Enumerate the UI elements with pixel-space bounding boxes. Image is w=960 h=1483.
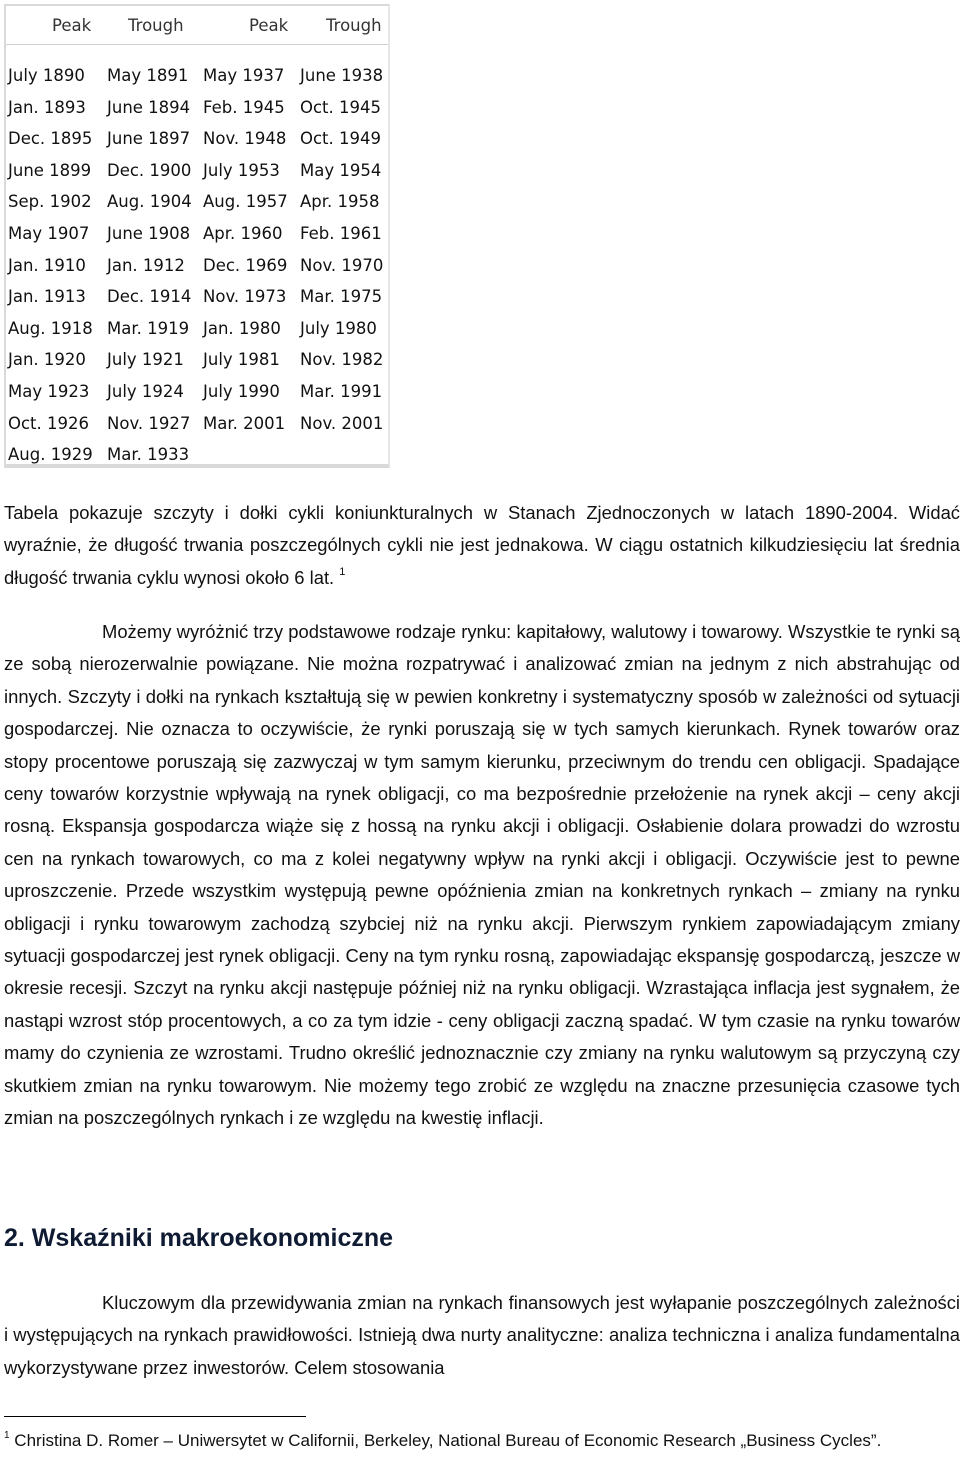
table-cell: Apr. 1958 (300, 192, 380, 212)
section-heading: 2. Wskaźniki makroekonomiczne (4, 1224, 394, 1252)
table-cell: Nov. 1970 (300, 255, 384, 275)
table-cell: Jan. 1913 (8, 287, 86, 307)
table-cell: June 1894 (107, 97, 191, 117)
table-cell: Mar. 1933 (107, 445, 190, 465)
table-row (6, 278, 388, 310)
table-cell: Oct. 1945 (300, 97, 382, 117)
table-cell: July 1921 (107, 350, 184, 370)
table-cell: Mar. 1991 (300, 381, 383, 401)
table-cell: Mar. 1919 (107, 318, 190, 338)
table-cell: July 1890 (8, 66, 85, 85)
table-cell: Jan. 1980 (203, 318, 281, 338)
table-cell: Jan. 1920 (8, 350, 86, 370)
table-cell: Aug. 1929 (8, 445, 93, 465)
business-cycle-table (4, 4, 390, 468)
markets-paragraph: Możemy wyróżnić trzy podstawowe rodzaje rynku: kapitałowy, walutowy i towarowy. Wszystkie te rynki są ze sobą nierozerwalnie powiązane. Nie można rozpatrywać i analizować zmian na jednym z nich abstrahując od innych. Szczyty i dołki na rynkach kształtują się w pewien konkretny i systematyczny sposób w zależności od sytuacji gospodarczej. Nie oznacza to oczywiście, że rynki poruszają się w tych samych kierunkach. Rynek towarów oraz stopy procentowe poruszają się zazwyczaj w tym samym kierunku, przeciwnym do trendu cen obligacji. Spadające ceny towarów korzystnie wpływają na rynek obligacji, co ma bezpośrednie przełożenie na rynek akcji – ceny akcji rosną. Ekspansja gospodarcza wiąże się z hossą na rynku akcji i obligacji. Osłabienie dolara prowadzi do wzrostu cen na rynkach towarowych, co ma z kolei negatywny wpływ na rynki akcji i obligacji. Oczywiście jest to pewne uproszczenie. Przede wszystkim występują pewne opóźnienia zmian na konkretnych rynkach – zmiany na rynku obligacji i rynku towarowym zachodzą szybciej niż na rynku akcji. Pierwszym rynkiem zapowiadającym zmiany sytuacji gospodarczej jest rynek obligacji. Ceny na tym rynku rosną, zapowiadając ekspansję gospodarczą, jeszcze w okresie recesji. Szczyt na rynku akcji następuje później niż na rynku obligacji. Wzrastająca inflacja jest sygnałem, że nastąpi wzrost stóp procentowych, a co za tym idzie - ceny obligacji zaczną spadać. W tym czasie na rynku towarów mamy do czynienia ze wzrostami. Trudno określić jednoznacznie czy zmiany na rynku walutowym są przyczyną czy skutkiem zmian na rynku towarowym. Nie możemy tego zrobić ze względu na znaczne przesunięcia czasowe tych zmian na poszczególnych rynkach i ze względu na kwestię inflacji. (4, 621, 960, 1129)
footnote-reference: 1 (339, 565, 346, 578)
table-cell: Jan. 1912 (107, 255, 185, 275)
footnote-text: Christina D. Romer – Uniwersytet w Californii, Berkeley, National Bureau of Economic Research „Business Cycles”. (14, 1431, 882, 1450)
table-cell: Feb. 1945 (203, 97, 285, 117)
intro-text: Tabela pokazuje szczyty i dołki cykli koniunkturalnych w Stanach Zjednoczonych w latach 1890-2004. Widać wyraźnie, że długość trwania poszczególnych cykli nie jest jednakowa. W ciągu ostatnich kilkudziesięciu lat średnia długość trwania cyklu wynosi około 6 lat. (4, 502, 960, 588)
table-cell: June 1899 (8, 160, 92, 180)
table-cell: Mar. 1975 (300, 287, 383, 307)
table-row (6, 120, 388, 152)
table-row (6, 215, 388, 247)
table-row (6, 247, 388, 279)
table-cell: Mar. 2001 (203, 413, 286, 433)
table-cell: Jan. 1910 (8, 255, 86, 275)
indicators-paragraph: Kluczowym dla przewidywania zmian na rynkach finansowych jest wyłapanie poszczególnych zależności i występujących na rynkach prawidłowości. Istnieją dwa nurty analityczne: analiza techniczna i analiza fundamentalna wykorzystywane przez inwestorów. Celem stosowania (4, 1292, 960, 1378)
table-row (6, 341, 388, 373)
table-cell: July 1990 (203, 381, 280, 401)
table-row (6, 57, 388, 89)
header-trough-2: Trough (326, 16, 382, 35)
table-cell: Apr. 1960 (203, 223, 283, 243)
table-body (6, 45, 388, 468)
table-cell: Nov. 1982 (300, 350, 384, 370)
table-row (6, 89, 388, 121)
header-peak-2: Peak (249, 16, 289, 35)
table-cell: May 1937 (203, 66, 285, 85)
table-cell: Dec. 1914 (107, 287, 192, 307)
table-cell: July 1924 (107, 381, 184, 401)
table-header (6, 6, 388, 45)
table-row (6, 310, 388, 342)
table-row (6, 152, 388, 184)
table-row (6, 373, 388, 405)
table-cell: Nov. 1948 (203, 129, 287, 149)
table-cell: Oct. 1949 (300, 129, 382, 149)
table-cell: Aug. 1957 (203, 192, 288, 212)
table-cell: June 1908 (107, 223, 191, 243)
table-cell: May 1954 (300, 160, 382, 180)
table-cell: Dec. 1895 (8, 129, 93, 149)
table-cell: May 1923 (8, 381, 90, 401)
table-cell: July 1980 (300, 318, 377, 338)
table-row (6, 405, 388, 437)
table-cell: June 1897 (107, 129, 191, 149)
table-cell: June 1938 (300, 66, 384, 85)
table-cell: Aug. 1904 (107, 192, 192, 212)
table-cell: July 1981 (203, 350, 280, 370)
table-row (6, 183, 388, 215)
table-cell: Feb. 1961 (300, 223, 382, 243)
table-cell: May 1907 (8, 223, 90, 243)
table-cell: Nov. 2001 (300, 413, 384, 433)
table-cell: Nov. 1973 (203, 287, 287, 307)
table-cell: Sep. 1902 (8, 192, 92, 212)
table-cell: Oct. 1926 (8, 413, 90, 433)
table-cell: July 1953 (203, 160, 280, 180)
table-cell: Aug. 1918 (8, 318, 93, 338)
table-cell: Dec. 1900 (107, 160, 192, 180)
header-trough-1: Trough (128, 16, 184, 35)
table-cell: Nov. 1927 (107, 413, 191, 433)
intro-paragraph (4, 497, 960, 594)
footnote (4, 1428, 944, 1454)
table-cell: May 1891 (107, 66, 189, 85)
footnote-number: 1 (4, 1430, 10, 1441)
table-cell: Jan. 1893 (8, 97, 86, 117)
footnote-divider (4, 1416, 306, 1417)
header-peak-1: Peak (52, 16, 92, 35)
table-row (6, 436, 388, 468)
table-cell: Dec. 1969 (203, 255, 288, 275)
